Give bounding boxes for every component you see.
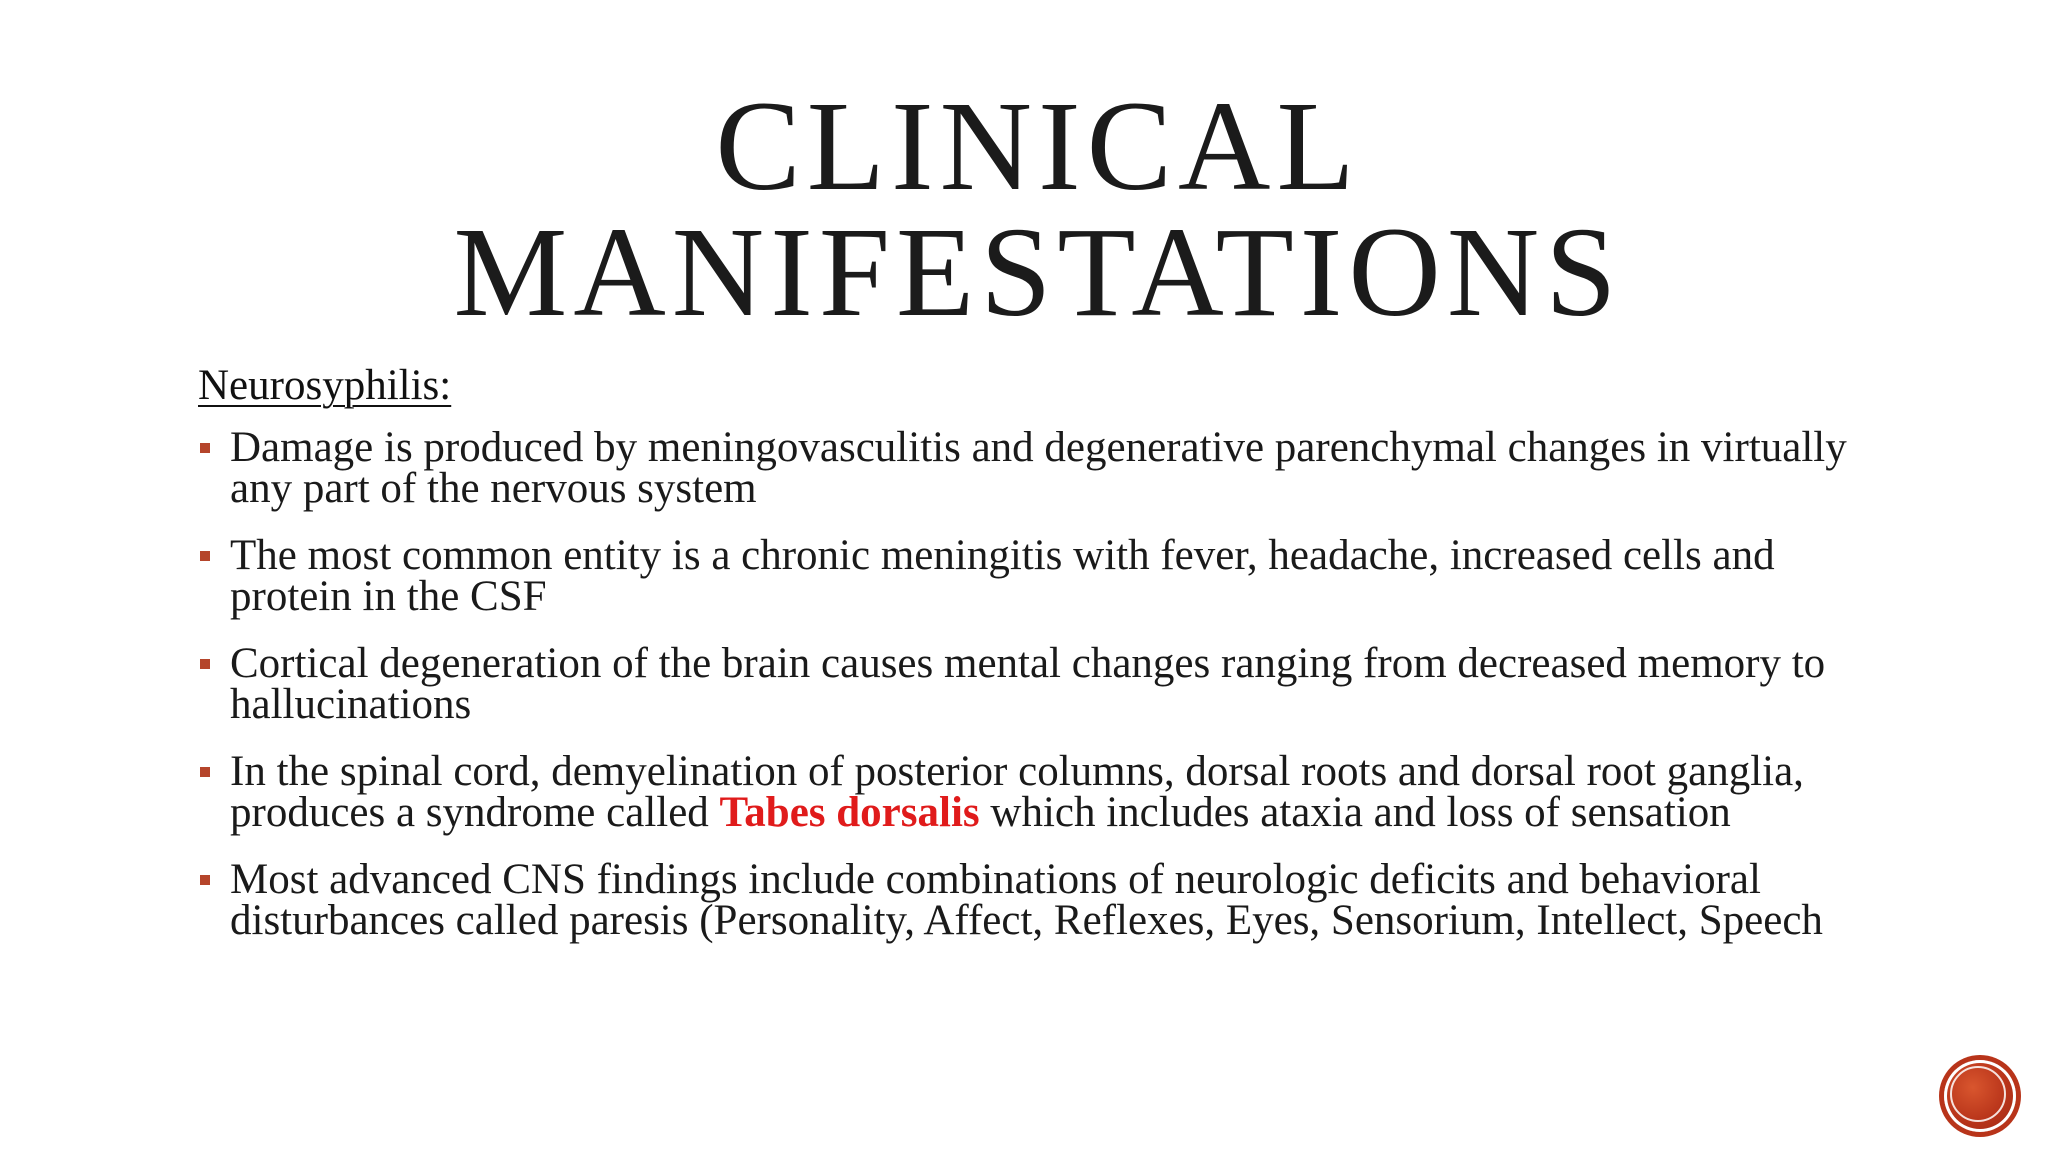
slide-title-line-2: MANIFESTATIONS (453, 201, 1623, 343)
bullet-text-after: which includes ataxia and loss of sensation (979, 789, 1731, 837)
slide-nav-button[interactable] (1944, 1060, 2016, 1132)
bullet-list (198, 424, 1898, 945)
bullet-text: Cortical degeneration of the brain causes mental changes ranging from decreased memory to hallucinations (230, 640, 1826, 729)
highlighted-term: Tabes dorsalis (719, 789, 980, 837)
square-bullet-icon (200, 659, 210, 669)
square-bullet-icon (200, 767, 210, 777)
bullet-item (198, 424, 1898, 513)
bullet-text: Most advanced CNS findings include combinations of neurologic deficits and behavioral disturbances called paresis (Personality, Affect, Reflexes, Eyes, Sensorium, Intellect, Speech (230, 856, 1823, 945)
square-bullet-icon (200, 875, 210, 885)
bullet-item (198, 640, 1898, 729)
bullet-text: The most common entity is a chronic meningitis with fever, headache, increased cells and protein in the CSF (230, 532, 1775, 621)
bullet-text-before: In the spinal cord, demyelination of posterior columns, dorsal roots and dorsal root ganglia, produces a syndrome called (230, 748, 1804, 837)
square-bullet-icon (200, 443, 210, 453)
bullet-item (198, 748, 1898, 837)
bullet-text: Damage is produced by meningovasculitis and degenerative parenchymal changes in virtually any part of the nervous system (230, 424, 1847, 513)
bullet-item (198, 532, 1898, 621)
square-bullet-icon (200, 551, 210, 561)
bullet-item (198, 856, 1898, 945)
slide-content (198, 362, 1898, 967)
slide-title-line-1: CLINICAL (715, 75, 1361, 217)
section-heading: Neurosyphilis: (198, 362, 452, 409)
